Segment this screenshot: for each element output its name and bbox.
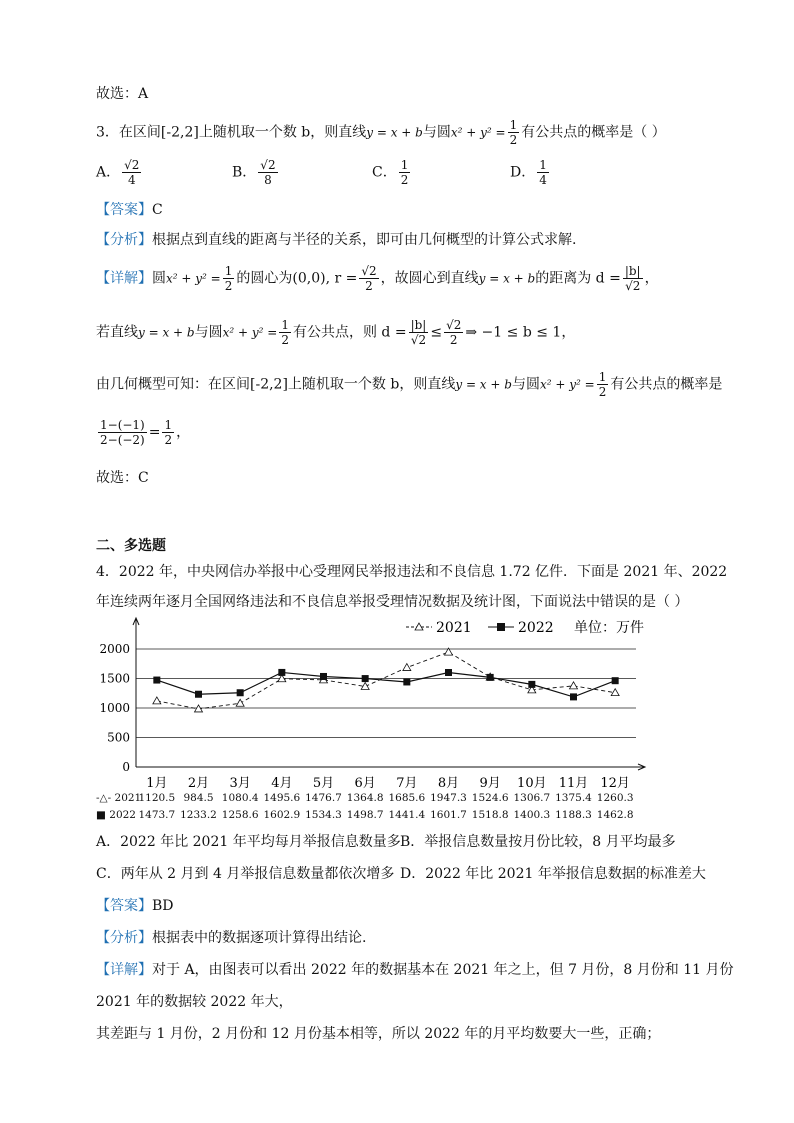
fraction-numerator: 1 [224, 264, 233, 278]
q3-option-b[interactable] [232, 158, 280, 187]
q3-stem-mid2: 与圆 [422, 124, 451, 141]
fraction-denominator: 2 [224, 279, 233, 293]
x-tick-label: 1月 [146, 776, 168, 791]
data-point-2022 [237, 689, 244, 696]
data-table-cell: 1498.7 [346, 809, 384, 821]
data-point-2022 [362, 675, 369, 682]
data-table-cell: 1375.4 [555, 792, 592, 804]
q3-interval: [-2,2] [160, 124, 199, 141]
x-tick-label: 9月 [479, 776, 501, 791]
fraction-numerator: 1 [164, 418, 173, 432]
fraction-denominator: 4 [127, 173, 136, 187]
answer-value: BD [152, 898, 174, 914]
data-table-cell: 1601.7 [430, 809, 467, 821]
q4-option-b[interactable]: B．举报信息数量按月份比较，8 月平均最多 [400, 834, 676, 850]
legend-marker-2022 [497, 623, 505, 631]
detail-text: 对于 A，由图表可以看出 2022 年的数据基本在 2021 年之上，但 7 月份，8 月份和 11 月份 [152, 962, 734, 978]
data-table-cell: 1495.6 [263, 792, 301, 804]
fraction-numerator: |b| [410, 318, 427, 332]
data-table-cell: 1364.8 [346, 792, 384, 804]
data-point-2022 [487, 674, 494, 681]
fraction-numerator: 1 [539, 158, 547, 172]
text: 由几何概型可知：在区间 [96, 376, 250, 393]
data-point-2022 [153, 677, 160, 684]
fraction-denominator: 2 [598, 385, 607, 399]
q3-half-fraction [508, 118, 520, 147]
circle-equation: x² + y² = [166, 271, 221, 286]
data-table-cell: 1473.7 [138, 809, 176, 821]
data-table-cell: 1120.5 [138, 792, 176, 804]
chart-axes [99, 618, 645, 791]
text: 有公共点的概率是 [610, 376, 723, 393]
option-label: D． [510, 164, 536, 181]
q3-detail-line-1 [96, 264, 659, 293]
q4-options-row-2 [96, 864, 394, 884]
fraction-numerator: √2 [124, 158, 140, 172]
data-table-cell: 984.5 [183, 792, 214, 804]
text: 的圆心为(0,0), r = [236, 270, 358, 287]
answer-value: C [152, 202, 163, 218]
option-label: A． [96, 164, 121, 181]
series-line-2022 [157, 672, 615, 696]
text: 与圆 [511, 376, 540, 393]
option-label: B． [232, 164, 257, 181]
data-table-cell: 1080.4 [221, 792, 259, 804]
fraction-denominator: √2 [410, 333, 427, 347]
y-tick-label: 1000 [99, 701, 130, 715]
q4-stem-line-1: 4．2022 年，中央网信办举报中心受理网民举报违法和不良信息 1.72 亿件．下面是 2021 年、2022 [96, 564, 728, 580]
circle-equation: x² + y² = [222, 325, 278, 340]
q4-detail-line-1 [96, 960, 734, 980]
data-table-cell: 1400.3 [513, 809, 551, 821]
line-equation: y = x + b [138, 325, 195, 340]
data-point-2022 [445, 669, 452, 676]
fraction-numerator: 1−(−1) [100, 418, 145, 432]
q3-analysis [96, 230, 576, 250]
x-tick-label: 2月 [187, 776, 210, 791]
text: ≤ [430, 324, 443, 341]
circle-equation: x² + y² = [539, 377, 595, 392]
q3-option-d[interactable] [510, 158, 551, 187]
text: 上随机取一个数 b，则直线 [287, 376, 456, 393]
fraction-numerator: 1 [281, 318, 289, 332]
text: ， [176, 424, 191, 441]
fraction-denominator: 2 [509, 133, 518, 147]
data-table-cell: 1260.3 [596, 792, 634, 804]
q4-options-row-1 [96, 832, 401, 852]
x-tick-label: 5月 [312, 776, 335, 791]
data-point-2022 [612, 677, 619, 684]
interval: [-2,2] [250, 376, 288, 393]
q3-stem-prefix: 3．在区间 [96, 124, 161, 141]
data-table-cell: 1524.6 [471, 792, 509, 804]
y-tick-label: 500 [107, 730, 130, 745]
x-tick-label: 11月 [558, 776, 589, 791]
data-table-row-2021 [96, 791, 656, 805]
q3-conclusion: 故选：C [96, 470, 149, 486]
data-table-cell: 1258.6 [221, 809, 259, 821]
x-tick-label: 6月 [354, 776, 376, 791]
previous-answer: 故选：A [96, 86, 149, 102]
q3-detail-line-2 [96, 318, 575, 347]
data-table-cell: 1685.6 [388, 792, 426, 804]
chart-series [153, 648, 619, 712]
fraction-denominator: 2 [365, 279, 373, 293]
fraction-numerator: √2 [446, 318, 462, 332]
q4-option-d-wrap [400, 864, 706, 884]
x-tick-label: 3月 [229, 776, 251, 791]
q3-option-c[interactable] [372, 158, 412, 187]
q4-answer [96, 896, 174, 916]
q3-detail-line-3 [96, 370, 722, 399]
fraction-denominator: 2 [400, 173, 409, 187]
y-tick-label: 0 [122, 760, 130, 774]
data-point-2022 [278, 669, 285, 676]
q4-analysis [96, 928, 366, 948]
x-tick-label: 8月 [437, 776, 460, 791]
data-point-2022 [403, 678, 410, 685]
fraction-denominator: 4 [539, 173, 547, 187]
fraction-denominator: √2 [625, 279, 641, 293]
q4-option-b-wrap [400, 832, 676, 852]
data-table-cell: 1534.3 [305, 809, 342, 821]
text: ⇒ −1 ≤ b ≤ 1， [465, 324, 576, 341]
detail-tag: 【详解】 [96, 270, 152, 287]
data-table-cell: 1233.2 [180, 809, 217, 821]
data-point-2022 [195, 691, 202, 698]
data-table-cell: 1462.8 [596, 809, 634, 821]
q3-option-a[interactable] [96, 158, 143, 187]
q3-detail-line-4 [96, 418, 190, 447]
q3-answer [96, 200, 163, 220]
data-table-series-label: -△- 2021 [96, 792, 142, 804]
data-point-2021 [570, 682, 578, 689]
fraction-numerator: 1 [509, 118, 518, 132]
chart-legend [406, 620, 644, 636]
data-table-cell: 1441.4 [388, 809, 426, 821]
text: 与圆 [194, 324, 223, 341]
text: ，故圆心到直线 [380, 270, 479, 287]
question-3-options [96, 158, 696, 192]
section-heading: 二、多选题 [96, 538, 166, 554]
q3-line-eq: y = x + b [366, 125, 423, 140]
q3-circle-lhs: x² + y² = [450, 125, 506, 140]
data-point-2021 [153, 697, 161, 704]
y-tick-label: 2000 [99, 642, 130, 656]
data-point-2021 [403, 664, 411, 671]
data-point-2022 [570, 693, 577, 700]
data-point-2021 [611, 689, 619, 696]
q4-option-a[interactable]: A．2022 年比 2021 年平均每月举报信息数量多 [96, 834, 401, 850]
data-table-cell: 1602.9 [263, 809, 301, 821]
data-point-2021 [236, 699, 244, 706]
q4-option-d[interactable]: D．2022 年比 2021 年举报信息数据的标准差大 [400, 866, 706, 882]
y-tick-label: 1500 [99, 671, 130, 686]
data-table-cell: 1518.8 [471, 809, 509, 821]
analysis-tag: 【分析】 [96, 930, 152, 946]
fraction-denominator: 8 [264, 173, 272, 187]
data-table-row-2022 [96, 808, 656, 822]
fraction-denominator: 2−(−2) [100, 433, 145, 447]
legend-label-2022: 2022 [518, 620, 554, 636]
text: ， [644, 270, 659, 287]
q3-stem-end: 有公共点的概率是（ ） [521, 124, 666, 141]
q4-detail-line-3: 其差距与 1 月份，2 月份和 12 月份基本相等，所以 2022 年的月平均数要大一些，正确； [96, 1026, 661, 1042]
option-label: C． [372, 164, 397, 181]
fraction-denominator: 2 [164, 433, 173, 447]
fraction-numerator: 1 [598, 370, 607, 384]
analysis-text: 根据点到直线的距离与半径的关系，即可由几何概型的计算公式求解. [152, 232, 577, 248]
legend-label-2021: 2021 [436, 620, 472, 636]
text: = [148, 424, 161, 441]
data-point-2022 [528, 681, 535, 688]
line-equation: y = x + b [478, 271, 536, 286]
fraction-denominator: 2 [449, 333, 458, 347]
fraction-numerator: 1 [400, 158, 409, 172]
q4-detail-line-2: 2021 年的数据较 2022 年大， [96, 994, 293, 1010]
x-tick-label: 4月 [271, 776, 293, 791]
data-table-cell: 1476.7 [305, 792, 342, 804]
x-tick-label: 7月 [396, 776, 418, 791]
text: 有公共点，则 d = [292, 324, 407, 341]
analysis-tag: 【分析】 [96, 232, 152, 248]
chart-unit-label: 单位：万件 [574, 620, 644, 636]
text: 若直线 [96, 324, 138, 341]
q4-option-c[interactable]: C．两年从 2 月到 4 月举报信息数量都依次增多 [96, 866, 395, 882]
text: 圆 [152, 270, 166, 287]
data-table-cell: 1306.7 [513, 792, 551, 804]
data-point-2022 [320, 673, 327, 680]
q4-stem-line-2: 年连续两年逐月全国网络违法和不良信息举报受理情况数据及统计图，下面说法中错误的是（ ） [96, 594, 689, 610]
fraction-numerator: √2 [361, 264, 377, 278]
x-tick-label: 12月 [600, 776, 630, 791]
answer-tag: 【答案】 [96, 898, 152, 914]
x-tick-label: 10月 [517, 776, 547, 791]
fraction-denominator: 2 [281, 333, 289, 347]
line-equation: y = x + b [455, 377, 512, 392]
question-3-stem [96, 118, 666, 147]
text: 的距离为 d = [535, 270, 621, 287]
data-table-series-label: ■ 2022 [96, 809, 136, 821]
fraction-numerator: |b| [624, 264, 641, 278]
analysis-text: 根据表中的数据逐项计算得出结论. [152, 930, 367, 946]
data-table-cell: 1947.3 [430, 792, 467, 804]
q3-stem-mid1: 上随机取一个数 b，则直线 [198, 124, 367, 141]
data-table-cell: 1188.3 [555, 809, 592, 821]
detail-tag: 【详解】 [96, 962, 152, 978]
answer-tag: 【答案】 [96, 202, 152, 218]
fraction-numerator: √2 [260, 158, 276, 172]
